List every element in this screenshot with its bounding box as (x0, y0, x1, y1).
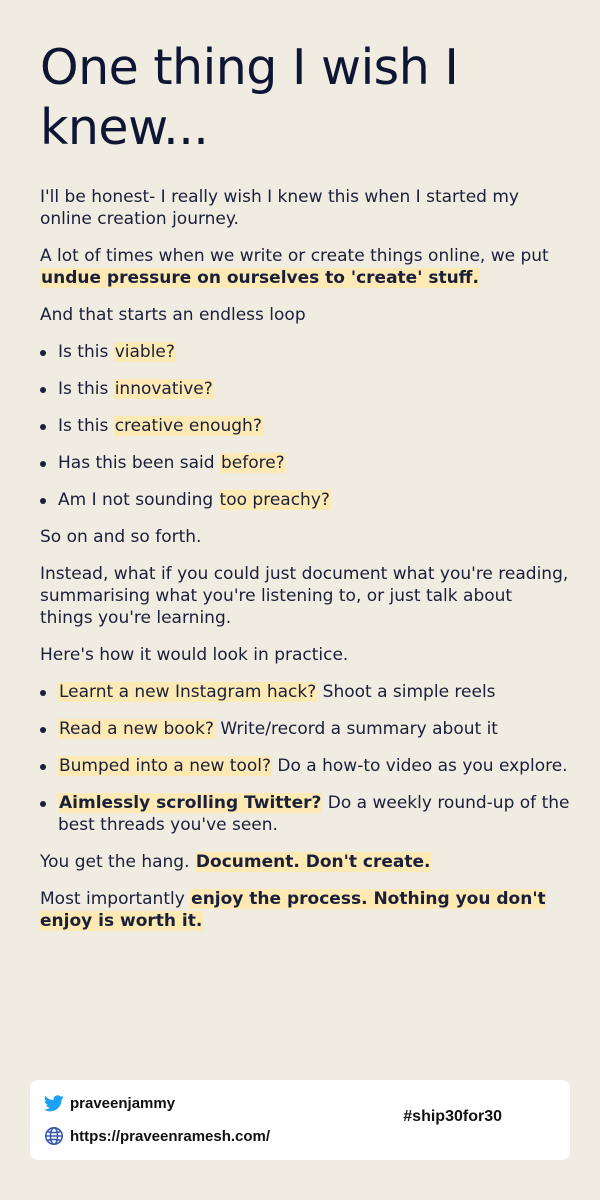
list-item (40, 718, 570, 740)
website-row[interactable] (44, 1126, 270, 1146)
content (40, 38, 570, 947)
page-title: One thing I wish I knew... (40, 39, 459, 156)
intro-paragraph: I'll be honest- I really wish I knew this when I started my online creation journey. (40, 187, 519, 229)
list-item-text: Shoot a simple reels (317, 682, 496, 702)
list-item-highlight: before? (220, 453, 285, 473)
pressure-text: A lot of times when we write or create things online, we put (40, 246, 549, 266)
list-item-highlight: Aimlessly scrolling Twitter? (59, 793, 322, 813)
so-on-paragraph: So on and so forth. (40, 527, 202, 547)
author-footer (30, 1080, 570, 1160)
list-item-text: Has this been said (58, 453, 220, 473)
list-item-text: Is this (58, 379, 114, 399)
list-item-text: Is this (58, 416, 114, 436)
list-item-highlight: too preachy? (219, 490, 330, 510)
questions-list (40, 341, 570, 511)
practices-list (40, 681, 570, 836)
list-item-highlight: Learnt a new Instagram hack? (59, 682, 317, 702)
list-item-highlight: creative enough? (114, 416, 262, 436)
hashtag-label: #ship30for30 (403, 1108, 502, 1125)
list-item (40, 792, 570, 836)
practice-intro: Here's how it would look in practice. (40, 645, 349, 665)
list-item-text: Is this (58, 342, 114, 362)
globe-icon (44, 1126, 64, 1146)
list-item (40, 452, 570, 474)
closing-paragraph (40, 888, 570, 932)
list-item-highlight: viable? (114, 342, 175, 362)
list-item-text: Am I not sounding (58, 490, 219, 510)
list-item-text: Do a weekly round-up of the best threads you've seen. (58, 793, 570, 835)
list-item (40, 681, 570, 703)
hang-highlight: Document. Don't create. (195, 852, 431, 872)
list-item (40, 489, 570, 511)
list-item-highlight: innovative? (114, 379, 213, 399)
list-item (40, 755, 570, 777)
pressure-paragraph (40, 245, 570, 289)
hang-text: You get the hang. (40, 852, 195, 872)
list-item (40, 415, 570, 437)
hang-paragraph (40, 851, 570, 873)
list-item-highlight: Read a new book? (59, 719, 214, 739)
twitter-bird-icon (44, 1095, 64, 1112)
list-item (40, 341, 570, 363)
list-item-text: Do a how-to video as you explore. (272, 756, 568, 776)
list-item (40, 378, 570, 400)
twitter-row[interactable] (44, 1095, 175, 1112)
list-item-highlight: Bumped into a new tool? (59, 756, 271, 776)
website-link[interactable]: https://praveenramesh.com/ (70, 1127, 271, 1145)
closing-text: Most importantly (40, 889, 191, 909)
twitter-handle: praveenjammy (70, 1095, 176, 1112)
loop-paragraph: And that starts an endless loop (40, 305, 306, 325)
closing-highlight: enjoy the process. Nothing you don't enjoy is worth it. (40, 889, 546, 931)
pressure-highlight: undue pressure on ourselves to 'create' stuff. (41, 268, 479, 288)
list-item-text: Write/record a summary about it (214, 719, 498, 739)
instead-paragraph: Instead, what if you could just document what you're reading, summarising what you're listening to, or just talk about things you're learning. (40, 564, 569, 628)
